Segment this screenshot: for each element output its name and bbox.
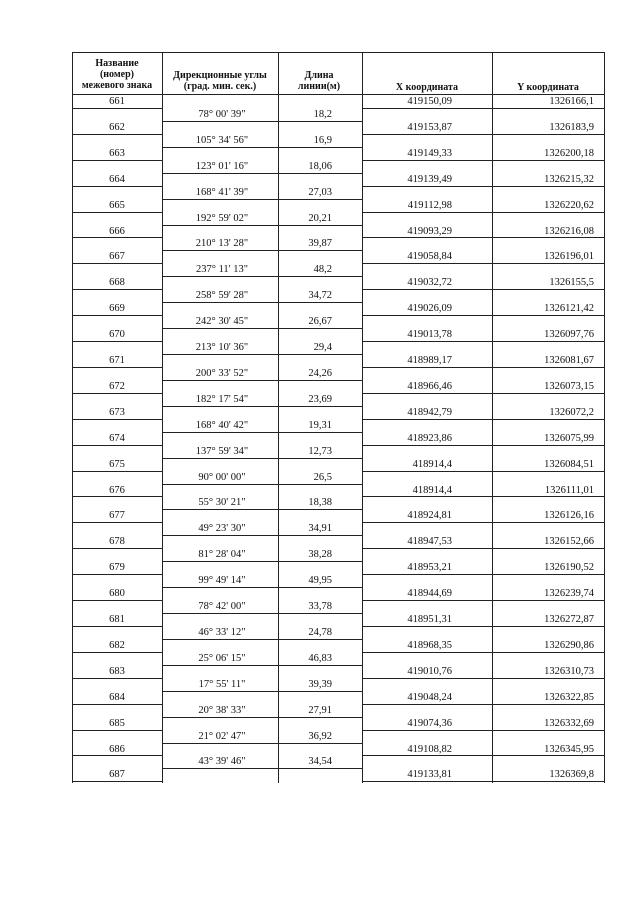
line-length: 27,91: [308, 704, 332, 716]
header-angle-line2: (град. мин. сек.): [183, 81, 257, 92]
x-coordinate: 418966,46: [407, 380, 452, 392]
x-coordinate: 419150,09: [407, 96, 452, 107]
line-length: 48,2: [313, 264, 332, 276]
column-border: [492, 52, 493, 783]
point-name: 683: [109, 665, 125, 677]
direction-angle: 17° 55' 11": [198, 678, 246, 690]
line-length: 26,67: [308, 316, 332, 328]
point-name: 669: [109, 303, 125, 315]
x-coordinate: 418914,4: [412, 484, 452, 496]
y-coordinate: 1326072,2: [549, 406, 594, 418]
x-coordinate: 419133,81: [407, 769, 452, 781]
direction-angle: 137° 59' 34": [195, 445, 249, 457]
header-name-line1: Название: [95, 58, 139, 69]
x-coordinate: 419013,78: [407, 329, 452, 341]
header-name: [72, 58, 162, 91]
line-length: 24,26: [308, 367, 332, 379]
y-coordinate: 1326215,32: [544, 173, 594, 185]
y-coordinate: 1326220,62: [544, 199, 594, 211]
row-separator: [162, 587, 362, 588]
y-coordinate: 1326272,87: [544, 614, 594, 625]
point-name: 684: [109, 691, 125, 703]
y-coordinate: 1326200,18: [544, 147, 594, 159]
point-name: 676: [109, 484, 125, 496]
direction-angle: 210° 13' 28": [195, 238, 249, 250]
point-name: 686: [109, 743, 125, 755]
row-separator: [162, 665, 362, 666]
row-separator: [362, 730, 604, 731]
point-name: 672: [109, 380, 125, 392]
point-name: 680: [109, 588, 125, 600]
line-length: 38,28: [308, 549, 332, 561]
direction-angle: 237° 11' 13": [196, 264, 248, 276]
row-separator: [362, 393, 604, 394]
y-coordinate: 1326126,16: [544, 510, 594, 522]
line-length: 36,92: [308, 730, 332, 742]
x-coordinate: 419093,29: [407, 225, 452, 237]
y-coordinate: 1326332,69: [544, 717, 594, 729]
point-name: 679: [109, 562, 125, 574]
point-name: 664: [109, 173, 125, 185]
x-coordinate: 419112,98: [407, 199, 452, 211]
point-name: 682: [109, 639, 125, 651]
header-angle: [162, 70, 278, 92]
row-separator: [362, 108, 604, 109]
point-name: 665: [109, 199, 125, 211]
line-length: 18,2: [313, 108, 332, 120]
column-border: [604, 52, 605, 783]
row-separator: [162, 121, 362, 122]
row-separator: [72, 626, 162, 627]
row-separator: [162, 380, 362, 381]
line-length: 34,91: [308, 523, 332, 535]
line-length: 20,21: [308, 212, 332, 224]
row-separator: [72, 678, 162, 679]
y-coordinate: 1326183,9: [549, 121, 594, 133]
row-separator: [72, 212, 162, 213]
point-name: 681: [109, 614, 125, 625]
x-coordinate: 418968,35: [407, 639, 452, 651]
header-angle-line1: Дирекционные углы: [173, 70, 267, 81]
line-length: 18,38: [308, 497, 332, 509]
row-separator: [162, 432, 362, 433]
line-length: 12,73: [308, 445, 332, 457]
direction-angle: 258° 59' 28": [195, 290, 249, 302]
header-name-line2: (номер): [99, 69, 135, 80]
row-separator: [162, 717, 362, 718]
line-length: 19,31: [308, 419, 332, 431]
x-coordinate: 418914,4: [412, 458, 452, 470]
y-coordinate: 1326310,73: [544, 665, 594, 677]
y-coordinate: 1326322,85: [544, 691, 594, 703]
y-coordinate: 1326239,74: [544, 588, 594, 600]
y-coordinate: 1326121,42: [544, 303, 594, 315]
header-y: Y координата: [517, 82, 579, 93]
x-coordinate: 418923,86: [407, 432, 452, 444]
y-coordinate: 1326152,66: [544, 536, 594, 548]
x-coordinate: 418947,53: [407, 536, 452, 548]
row-separator: [162, 406, 362, 407]
point-name: 667: [109, 251, 125, 263]
direction-angle: 81° 28' 04": [198, 549, 246, 561]
line-length: 49,95: [308, 575, 332, 587]
direction-angle: 43° 39' 46": [198, 756, 246, 768]
x-coordinate: 419026,09: [407, 303, 452, 315]
point-name: 666: [109, 225, 125, 237]
row-separator: [72, 445, 162, 446]
point-name: 677: [109, 510, 125, 522]
y-coordinate: 1326081,67: [544, 355, 594, 366]
row-separator: [162, 743, 362, 744]
x-coordinate: 419153,87: [407, 121, 452, 133]
row-separator: [362, 212, 604, 213]
x-coordinate: 419048,24: [407, 691, 452, 703]
x-coordinate: 419010,76: [407, 665, 452, 677]
direction-angle: 78° 42' 00": [198, 601, 246, 613]
x-coordinate: 419032,72: [407, 277, 452, 289]
row-separator: [72, 393, 162, 394]
direction-angle: 168° 41' 39": [195, 186, 249, 198]
direction-angle: 20° 38' 33": [198, 704, 246, 716]
y-coordinate: 1326345,95: [544, 743, 594, 755]
direction-angle: 182° 17' 54": [195, 393, 249, 405]
direction-angle: 123° 01' 16": [195, 160, 249, 172]
row-separator: [362, 626, 604, 627]
x-coordinate: 419108,82: [407, 743, 452, 755]
x-coordinate: 418953,21: [407, 562, 452, 574]
x-coordinate: 418942,79: [407, 406, 452, 418]
row-separator: [162, 613, 362, 614]
point-name: 663: [109, 147, 125, 159]
row-separator: [362, 341, 604, 342]
row-separator: [362, 419, 604, 420]
x-coordinate: 418951,31: [407, 614, 452, 625]
point-name: 678: [109, 536, 125, 548]
point-name: 685: [109, 717, 125, 729]
row-separator: [362, 652, 604, 653]
row-separator: [162, 173, 362, 174]
y-coordinate: 1326073,15: [544, 380, 594, 392]
header-length-line2: линии(м): [297, 81, 341, 92]
y-coordinate: 1326111,01: [544, 484, 594, 496]
y-coordinate: 1326075,99: [544, 432, 594, 444]
row-separator: [72, 186, 162, 187]
header-length-line1: Длина: [304, 70, 334, 81]
row-separator: [362, 186, 604, 187]
direction-angle: 46° 33' 12": [198, 626, 246, 638]
y-coordinate: 1326097,76: [544, 329, 594, 341]
row-separator: [72, 600, 162, 601]
row-separator: [72, 419, 162, 420]
y-coordinate: 1326290,86: [544, 639, 594, 651]
row-separator: [162, 691, 362, 692]
row-separator: [362, 445, 604, 446]
row-separator: [362, 678, 604, 679]
y-coordinate: 1326369,8: [549, 769, 594, 781]
x-coordinate: 419058,84: [407, 251, 452, 263]
row-separator: [72, 704, 162, 705]
direction-angle: 25° 06' 15": [198, 652, 246, 664]
header-length: [278, 70, 360, 92]
row-separator: [162, 147, 362, 148]
direction-angle: 242° 30' 45": [195, 316, 249, 328]
direction-angle: 90° 00' 00": [198, 471, 246, 483]
x-coordinate: 418989,17: [407, 355, 452, 366]
direction-angle: 168° 40' 42": [195, 419, 249, 431]
direction-angle: 21° 02' 47": [198, 730, 246, 742]
line-length: 24,78: [308, 626, 332, 638]
row-separator: [162, 199, 362, 200]
x-coordinate: 419139,49: [407, 173, 452, 185]
direction-angle: 55° 30' 21": [198, 497, 246, 509]
point-name: 674: [109, 432, 125, 444]
row-separator: [362, 367, 604, 368]
x-coordinate: 419149,33: [407, 147, 452, 159]
row-separator: [162, 484, 362, 485]
y-coordinate: 1326196,01: [544, 251, 594, 263]
row-separator: [162, 354, 362, 355]
x-coordinate: 419074,36: [407, 717, 452, 729]
line-length: 39,87: [308, 238, 332, 250]
line-length: 16,9: [313, 134, 332, 146]
point-name: 673: [109, 406, 125, 418]
line-length: 26,5: [313, 471, 332, 483]
direction-angle: 78° 00' 39": [198, 108, 246, 120]
row-separator: [72, 730, 162, 731]
row-separator: [72, 367, 162, 368]
line-length: 27,03: [308, 186, 332, 198]
line-length: 29,4: [313, 342, 332, 354]
header-x: X координата: [395, 82, 459, 93]
row-separator: [362, 134, 604, 135]
row-separator: [362, 704, 604, 705]
point-name: 670: [109, 329, 125, 341]
line-length: 46,83: [308, 652, 332, 664]
table-top-border: [72, 52, 604, 53]
row-separator: [72, 652, 162, 653]
line-length: 33,78: [308, 601, 332, 613]
row-separator: [162, 328, 362, 329]
point-name: 675: [109, 458, 125, 470]
direction-angle: 49° 23' 30": [198, 523, 246, 535]
line-length: 23,69: [308, 393, 332, 405]
row-separator: [362, 600, 604, 601]
row-separator: [162, 225, 362, 226]
point-name: 662: [109, 121, 125, 133]
point-name: 668: [109, 277, 125, 289]
x-coordinate: 418924,81: [407, 510, 452, 522]
direction-angle: 105° 34' 56": [195, 134, 249, 146]
line-length: 39,39: [308, 678, 332, 690]
y-coordinate: 1326166,1: [549, 96, 594, 107]
row-separator: [72, 160, 162, 161]
row-separator: [162, 639, 362, 640]
header-bottom-border: [72, 94, 604, 95]
y-coordinate: 1326155,5: [549, 277, 594, 289]
direction-angle: 192° 59' 02": [195, 212, 249, 224]
y-coordinate: 1326084,51: [544, 458, 594, 470]
point-name: 671: [109, 355, 125, 366]
direction-angle: 99° 49' 14": [198, 575, 246, 587]
row-separator: [362, 160, 604, 161]
line-length: 18,06: [308, 160, 332, 172]
row-separator: [72, 134, 162, 135]
point-name: 687: [109, 769, 125, 781]
y-coordinate: 1326190,52: [544, 562, 594, 574]
line-length: 34,54: [308, 756, 332, 768]
header-name-line3: межевого знака: [81, 80, 153, 91]
row-separator: [72, 341, 162, 342]
row-separator: [362, 471, 604, 472]
point-name: 661: [109, 96, 125, 107]
row-separator: [72, 108, 162, 109]
direction-angle: 213° 10' 36": [195, 342, 249, 354]
line-length: 34,72: [308, 290, 332, 302]
row-separator: [72, 471, 162, 472]
direction-angle: 200° 33' 52": [195, 367, 249, 379]
row-separator: [162, 458, 362, 459]
y-coordinate: 1326216,08: [544, 225, 594, 237]
x-coordinate: 418944,69: [407, 588, 452, 600]
